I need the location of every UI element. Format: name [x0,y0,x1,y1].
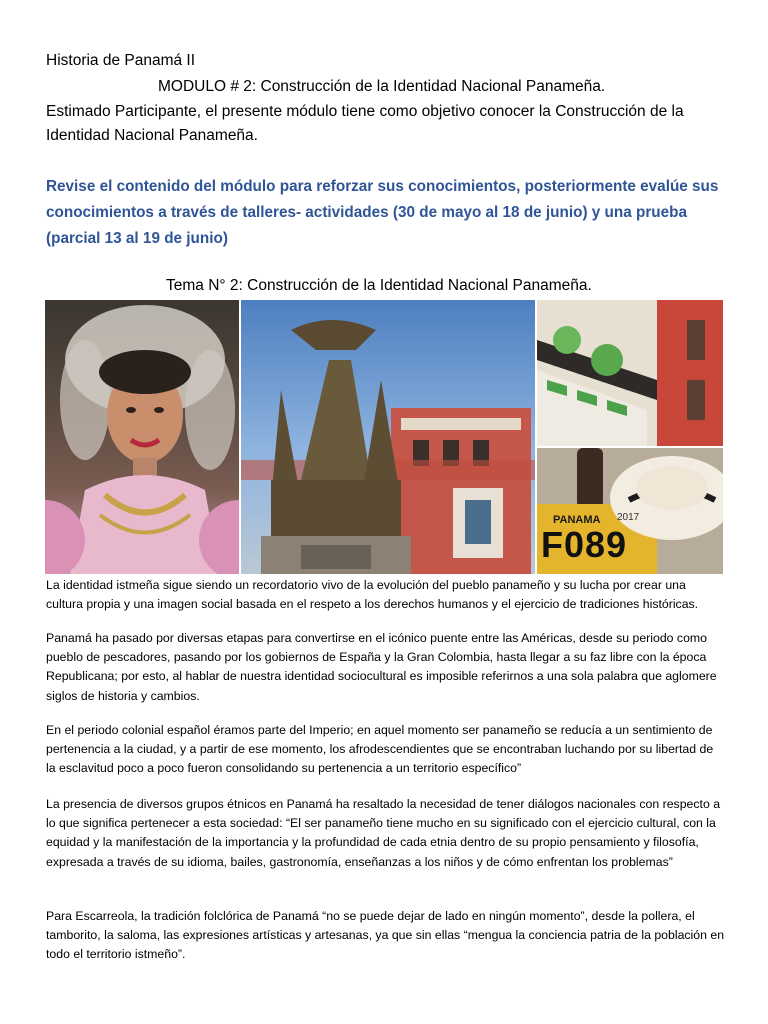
plate-year: 2017 [617,512,640,523]
pollera-dancer-illustration [45,300,239,574]
balcony-illustration [537,300,723,446]
intro-text: Estimado Participante, el presente módulo tiene como objetivo conocer la Construcción de la Identidad Nacional Panameña. [46,103,684,144]
pollera-dancer-photo [45,300,239,574]
photo-collage [45,300,723,574]
monument-illustration [241,300,535,574]
module-title: MODULO # 2: Construcción de la Identidad Nacional Panameña. [158,78,606,95]
plate-text: PANAMA [553,514,601,526]
monument-photo [241,300,535,574]
paragraph: En el periodo colonial español éramos parte del Imperio; en aquel momento ser panameño se reducía a un sentimiento de pertenencia a la ciudad, y a partir de ese momento, los afrodescendientes que se encontraban luchando por su libertad de la esclavitud poco a poco fueron consolidando su pertenencia a un territorio específico” [46,723,714,776]
paragraph: La presencia de diversos grupos étnicos en Panamá ha resaltado la necesidad de tener diálogos nacionales con respecto a lo que significa pertenecer a esta sociedad: “El ser panameño tiene mucho en su significado con el ejercicio cultural, con la equidad y la manifestación de la importancia y la profundidad de cada etnia dentro de su propio pensamiento y filosofía, expresada a través de su idioma, bailes, gastronomía, enseñanzas a los niños y de cómo enfrentan los problemas” [46,797,721,869]
plate-number: F089 [541,524,628,565]
paragraph: La identidad istmeña sigue siendo un recordatorio vivo de la evolución del pueblo panameño y su lucha por crear una cultura propia y una imagen social basada en el respeto a los derechos humanos y el ejercicio de tradiciones históricas. [46,578,699,612]
hat-and-plate-photo [537,448,723,574]
topic-heading: Tema N° 2: Construcción de la Identidad Nacional Panameña. [166,277,592,294]
course-title: Historia de Panamá II [46,52,196,69]
paragraph: Para Escarreola, la tradición folclórica de Panamá “no se puede dejar de lado en ningún momento”, desde la pollera, el tamborito, la saloma, las expresiones artísticas y artesanas, ya que sin ellas “mengua la conciencia patria de la población en todo el territorio istmeño”. [46,909,725,962]
instructions-notice: Revise el contenido del módulo para reforzar sus conocimientos, posteriormente evalúe sus conocimientos a través de talleres- actividades (30 de mayo al 18 de junio) y una prueba (parcial 13 al 19 de junio) [46,178,719,247]
paragraph: Panamá ha pasado por diversas etapas para convertirse en el icónico puente entre las Américas, desde su periodo como pueblo de pescadores, pasando por los gobiernos de España y la Gran Colombia, hasta llegar a su faz libre con la época Republicana; por esto, al hablar de nuestra identidad sociocultural es imposible referirnos a una sola palabra que aglomere siglos de historia y cambios. [46,631,717,703]
colonial-balcony-photo [537,300,723,446]
